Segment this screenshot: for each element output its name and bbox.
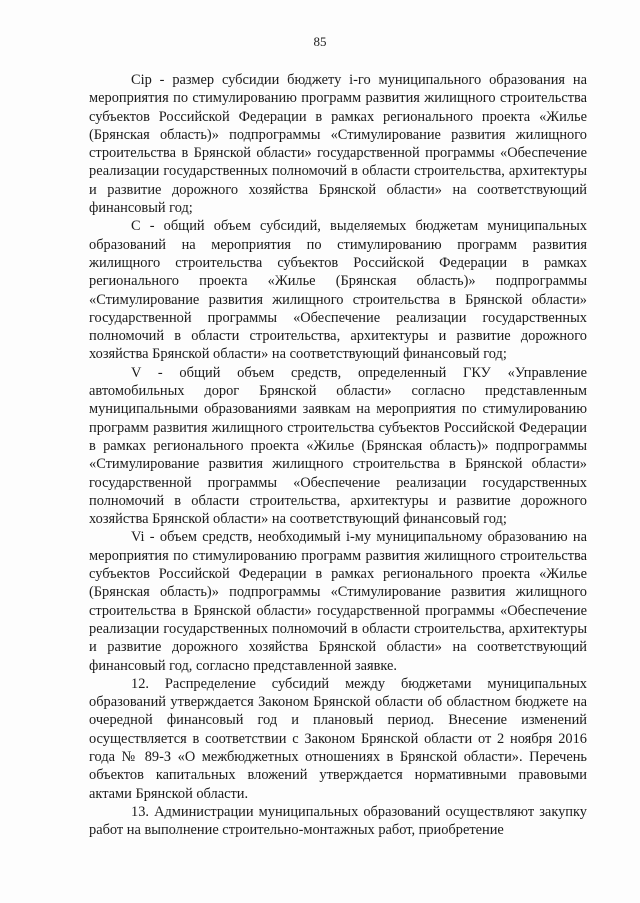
paragraph-vi-definition: Vi - объем средств, необходимый i-му муниципальному образованию на мероприятия по стимулированию программ развития жилищного строительства субъектов Российской Федерации в рамках регионального проекта «Жилье (Брянская область)» подпрограммы «Стимулирование развития жилищного строительства в Брянской области» государственной программы «Обеспечение реализации государственных полномочий в области строительства, архитектуры и развитие дорожного хозяйства Брянской области» на соответствующий финансовый год, согласно представленной заявке. (89, 529, 587, 674)
paragraph-c-definition: С - общий объем субсидий, выделяемых бюджетам муниципальных образований на мероприятия по стимулированию программ развития жилищного строительства субъектов Российской Федерации в рамках регионального проекта «Жилье (Брянская область)» подпрограммы «Стимулирование развития жилищного строительства в Брянской области» государственной программы «Обеспечение реализации государственных полномочий в области строительства, архитектуры и развитие дорожного хозяйства Брянской области» на соответствующий финансовый год; (89, 218, 587, 363)
paragraph-13: 13. Администрации муниципальных образований осуществляют закупку работ на выполнение строительно-монтажных работ, приобретение (89, 803, 587, 839)
paragraph-cip-definition: Ciр - размер субсидии бюджету i-го муниципального образования на мероприятия по стимулированию программ развития жилищного строительства субъектов Российской Федерации в рамках регионального проекта «Жилье (Брянская область)» подпрограммы «Стимулирование развития жилищного строительства в Брянской области» государственной программы «Обеспечение реализации государственных полномочий в области строительства, архитектуры и развитие дорожного хозяйства Брянской области» на соответствующий финансовый год; (89, 72, 587, 217)
document-body (89, 71, 587, 839)
page-number: 85 (313, 34, 327, 49)
paragraph-v-definition: V - общий объем средств, определенный ГКУ «Управление автомобильных дорог Брянской области» согласно представленным муниципальными образованиями заявкам на мероприятия по стимулированию программ развития жилищного строительства субъектов Российской Федерации в рамках регионального проекта «Жилье (Брянская область)» подпрограммы «Стимулирование развития жилищного строительства в Брянской области» государственной программы «Обеспечение реализации государственных полномочий в области строительства, архитектуры и развитие дорожного хозяйства Брянской области» на соответствующий финансовый год; (89, 364, 587, 528)
paragraph-12: 12. Распределение субсидий между бюджетами муниципальных образований утверждается Законом Брянской области об областном бюджете на очередной финансовый год и плановый период. Внесение изменений осуществляется в соответствии с Законом Брянской области от 2 ноября 2016 года № 89-З «О межбюджетных отношениях в Брянской области». Перечень объектов капитальных вложений утверждается нормативными правовыми актами Брянской области. (89, 675, 587, 802)
